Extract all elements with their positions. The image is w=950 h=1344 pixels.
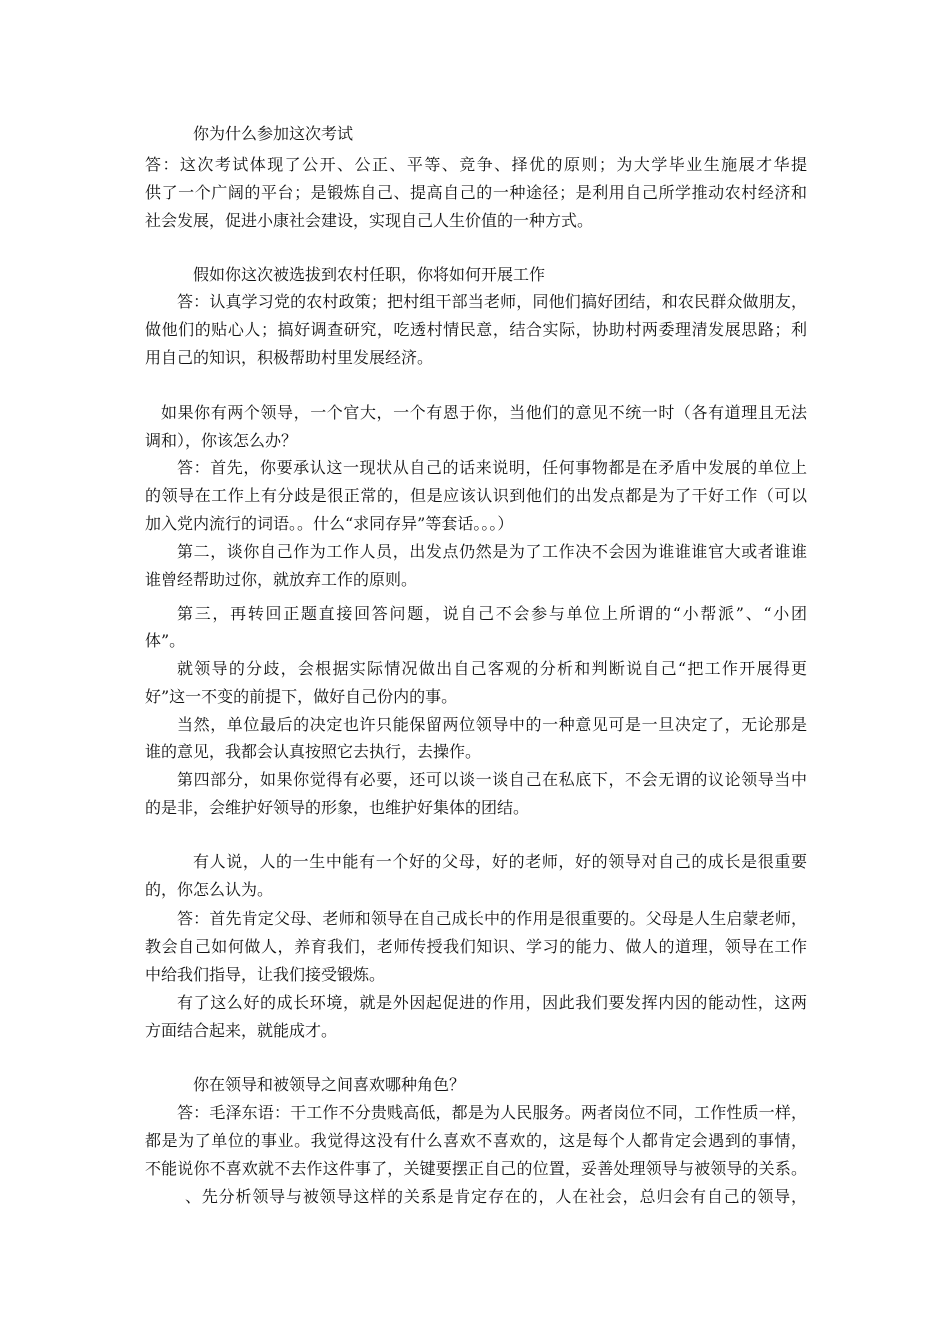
question-5-line-1: 你在领导和被领导之间喜欢哪种角色？ [193, 1075, 466, 1094]
answer-2-line-2: 做他们的贴心人；搞好调查研究，吃透村情民意，结合实际，协助村两委理清发展思路；利 [145, 320, 807, 339]
answer-3-p5-line-1: 当然，单位最后的决定也许只能保留两位领导中的一种意见可是一旦决定了，无论那是 [177, 715, 807, 734]
answer-4-p1-line-1: 答：首先肯定父母、老师和领导在自己成长中的作用是很重要的。父母是人生启蒙老师， [177, 909, 807, 928]
answer-3-p6-line-2: 的是非，会维护好领导的形象，也维护好集体的团结。 [145, 798, 530, 817]
answer-3-p2-line-2: 谁曾经帮助过你，就放弃工作的原则。 [145, 570, 418, 589]
answer-1-line-1: 答：这次考试体现了公开、公正、平等、竞争、择优的原则；为大学毕业生施展才华提 [145, 155, 807, 174]
answer-3-p3-line-2: 体”。 [145, 631, 186, 650]
question-4-line-2: 的，你怎么认为。 [145, 880, 274, 899]
answer-2-line-1: 答：认真学习党的农村政策；把村组干部当老师，同他们搞好团结，和农民群众做朋友， [177, 292, 807, 311]
answer-4-p1-line-2: 教会自己如何做人，养育我们，老师传授我们知识、学习的能力、做人的道理，领导在工作 [145, 937, 807, 956]
question-1-line-1: 你为什么参加这次考试 [193, 124, 354, 143]
answer-3-p1-line-3: 加入党内流行的词语。。什么“求同存异”等套话。。。） [145, 514, 514, 533]
answer-3-p4-line-1: 就领导的分歧，会根据实际情况做出自己客观的分析和判断说自己“把工作开展得更 [177, 659, 807, 678]
answer-3-p3-line-1: 第三，再转回正题直接回答问题，说自己不会参与单位上所谓的“小帮派”、“小团 [177, 604, 807, 623]
answer-5-p1-line-1: 答：毛泽东语：干工作不分贵贱高低，都是为人民服务。两者岗位不同，工作性质一样， [177, 1103, 807, 1122]
answer-2-line-3: 用自己的知识，积极帮助村里发展经济。 [145, 348, 434, 367]
answer-3-p6-line-1: 第四部分，如果你觉得有必要，还可以谈一谈自己在私底下，不会无谓的议论领导当中 [177, 770, 807, 789]
question-4-line-1: 有人说，人的一生中能有一个好的父母，好的老师，好的领导对自己的成长是很重要 [193, 852, 807, 871]
answer-3-p4-line-2: 好”这一不变的前提下，做好自己份内的事。 [145, 687, 458, 706]
answer-4-p2-line-2: 方面结合起来，就能成才。 [145, 1021, 338, 1040]
answer-3-p5-line-2: 谁的意见，我都会认真按照它去执行，去操作。 [145, 742, 482, 761]
answer-4-p1-line-3: 中给我们指导，让我们接受锻炼。 [145, 965, 386, 984]
question-3-line-2: 调和），你该怎么办？ [145, 431, 298, 450]
answer-1-line-3: 社会发展，促进小康社会建设，实现自己人生价值的一种方式。 [145, 211, 594, 230]
question-2-line-1: 假如你这次被选拔到农村任职，你将如何开展工作 [193, 265, 546, 284]
answer-5-p2-line-1: 、先分析领导与被领导这样的关系是肯定存在的，人在社会，总归会有自己的领导， [185, 1187, 807, 1206]
answer-3-p1-line-2: 的领导在工作上有分歧是很正常的，但是应该认识到他们的出发点都是为了干好工作（可以 [145, 486, 807, 505]
answer-4-p2-line-1: 有了这么好的成长环境，就是外因起促进的作用，因此我们要发挥内因的能动性，这两 [177, 993, 807, 1012]
answer-3-p1-line-1: 答：首先，你要承认这一现状从自己的话来说明，任何事物都是在矛盾中发展的单位上 [177, 458, 807, 477]
answer-3-p2-line-1: 第二，谈你自己作为工作人员，出发点仍然是为了工作决不会因为谁谁谁官大或者谁谁 [177, 542, 807, 561]
question-3-line-1: 如果你有两个领导，一个官大，一个有恩于你，当他们的意见不统一时（各有道理且无法 [161, 403, 807, 422]
answer-5-p1-line-2: 都是为了单位的事业。我觉得这没有什么喜欢不喜欢的，这是每个人都肯定会遇到的事情， [145, 1131, 807, 1150]
answer-1-line-2: 供了一个广阔的平台；是锻炼自己、提高自己的一种途径；是利用自己所学推动农村经济和 [145, 183, 807, 202]
answer-5-p1-line-3: 不能说你不喜欢就不去作这件事了，关键要摆正自己的位置，妥善处理领导与被领导的关系。 [145, 1159, 807, 1178]
